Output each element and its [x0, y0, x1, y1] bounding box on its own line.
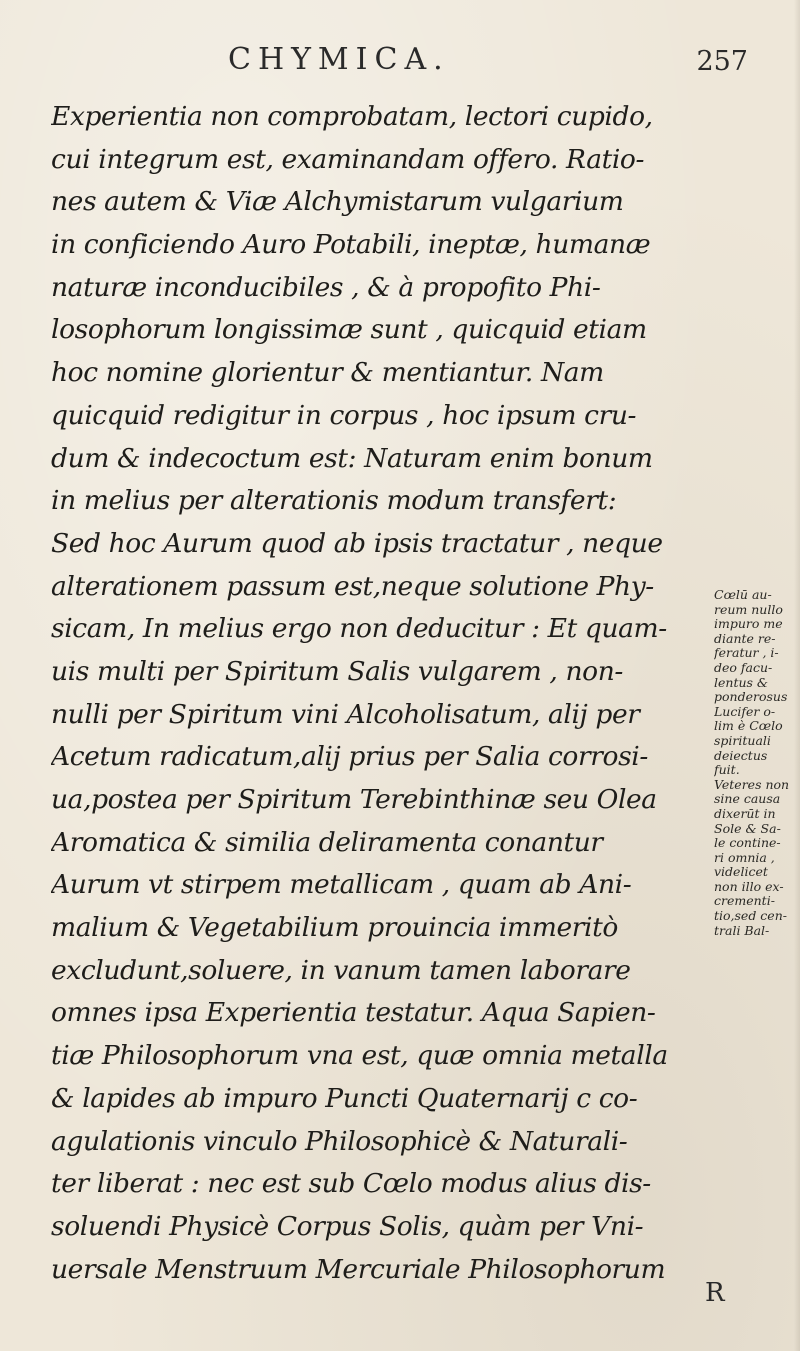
text-line: losophorum longissimæ sunt , quicquid etiam — [51, 314, 647, 346]
text-line: uis multi per Spiritum Salis vulgarem , non- — [51, 655, 623, 687]
margin-note-line: reum nullo — [714, 602, 783, 617]
margin-note-line: deo facu- — [714, 660, 773, 675]
text-line: Sed hoc Aurum quod ab ipsis tractatur , neque — [51, 527, 663, 559]
catchword: R — [705, 1278, 725, 1308]
running-title: CHYMICA. — [228, 42, 450, 77]
page-number: 257 — [696, 46, 748, 77]
margin-note-line: trali Bal- — [714, 923, 770, 938]
text-line: Aurum vt stirpem metallicam , quam ab Ani- — [51, 869, 632, 901]
margin-note-line: le contine- — [714, 836, 781, 851]
text-line: ter liberat : nec est sub Cœlo modus alius dis- — [51, 1168, 651, 1200]
text-line: nulli per Spiritum vini Alcoholisatum, alij per — [51, 698, 640, 730]
margin-note-line: videlicet — [714, 865, 768, 880]
margin-note-line: spirituali — [714, 733, 771, 748]
margin-note-line: ri omnia , — [714, 850, 775, 865]
text-line: excludunt,soluere, in vanum tamen laborare — [51, 954, 631, 986]
margin-note-line: crementi- — [714, 894, 775, 909]
text-line: Experientia non comprobatam, lectori cupido, — [51, 101, 653, 132]
margin-note-line: diante re- — [714, 631, 776, 646]
margin-note-line: tio,sed cen- — [714, 909, 787, 924]
margin-note-line: Sole & Sa- — [714, 821, 781, 836]
text-line: Aromatica & similia deliramenta conantur — [51, 826, 603, 858]
margin-note-line: lim è Cœlo — [714, 719, 783, 734]
text-line: hoc nomine glorientur & mentiantur. Nam — [51, 357, 604, 389]
margin-note-line: feratur , i- — [714, 646, 779, 661]
text-line: naturæ inconducibiles , & à propofito Phi- — [51, 271, 601, 303]
margin-note-line: sine causa — [714, 792, 781, 807]
margin-note-line: impuro me — [714, 617, 783, 632]
margin-notes — [714, 588, 800, 938]
text-line: tiæ Philosophorum vna est, quæ omnia metalla — [51, 1040, 668, 1072]
text-line: dum & indecoctum est: Naturam enim bonum — [51, 442, 653, 474]
text-line: ua,postea per Spiritum Terebinthinæ seu Olea — [51, 784, 657, 815]
text-line: alterationem passum est,neque solutione Phy- — [51, 570, 654, 602]
text-line: cui integrum est, examinandam offero. Ratio- — [51, 143, 645, 175]
margin-note-line: Cœlū au- — [714, 588, 772, 602]
text-line: soluendi Physicè Corpus Solis, quàm per Vni- — [51, 1210, 644, 1242]
page-header — [228, 42, 748, 92]
text-line: Acetum radicatum,alij prius per Salia corrosi- — [51, 741, 648, 773]
page-edge-shadow — [794, 0, 800, 1351]
text-line: omnes ipsa Experientia testatur. Aqua Sapien- — [51, 997, 656, 1029]
main-text-block — [51, 96, 711, 1291]
margin-note-line: non illo ex- — [714, 879, 784, 894]
text-line: sicam, In melius ergo non deducitur : Et quam- — [51, 613, 667, 645]
margin-note-line: lentus & — [714, 675, 769, 690]
text-line: uersale Menstruum Mercuriale Philosophorum — [51, 1253, 666, 1285]
text-line: & lapides ab impuro Puncti Quaternarij c co- — [51, 1082, 638, 1114]
margin-note-line: dixerūt in — [714, 806, 776, 821]
text-line: agulationis vinculo Philosophicè & Naturali- — [51, 1125, 628, 1157]
margin-note-line: Lucifer o- — [714, 704, 776, 719]
margin-note-line: fuit. — [714, 763, 740, 778]
text-line: in melius per alterationis modum transfert: — [51, 485, 617, 517]
text-line: quicquid redigitur in corpus , hoc ipsum cru- — [51, 399, 637, 431]
text-line: nes autem & Viæ Alchymistarum vulgarium — [51, 186, 624, 218]
text-line: malium & Vegetabilium prouincia immeritò — [51, 912, 618, 944]
margin-note-line: Veteres non — [714, 777, 790, 792]
text-line: in conficiendo Auro Potabili, ineptæ, humanæ — [51, 229, 651, 261]
margin-note-line: deiectus — [714, 748, 768, 763]
margin-note-line: ponderosus — [714, 690, 788, 705]
